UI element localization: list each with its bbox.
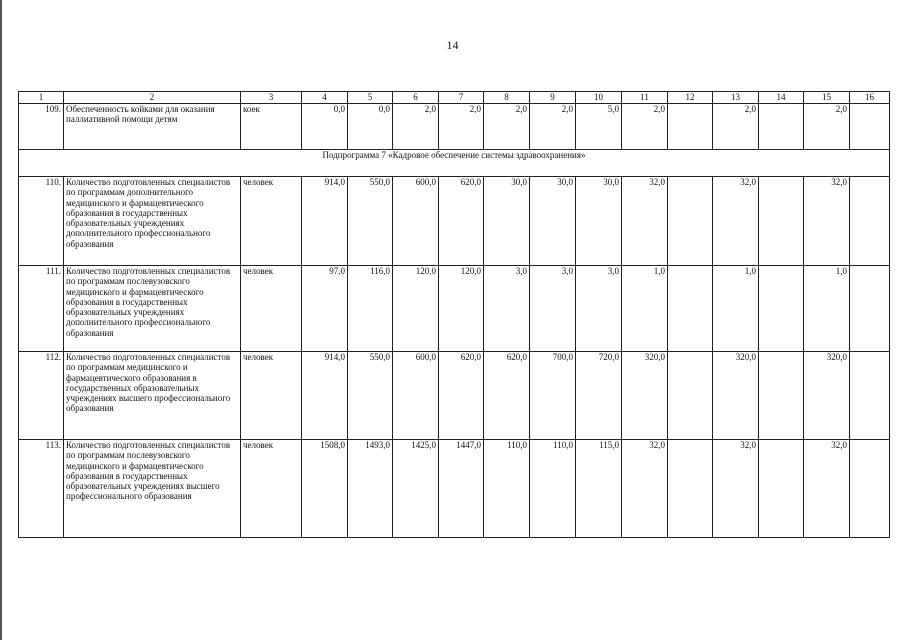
value-cell: 600,0 <box>393 352 439 440</box>
value-cell: 600,0 <box>393 177 439 266</box>
value-cell: 32,0 <box>804 440 850 538</box>
value-cell: 2,0 <box>804 104 850 150</box>
value-cell: 110,0 <box>530 440 576 538</box>
unit-cell: человек <box>241 352 302 440</box>
value-cell: 1,0 <box>622 266 668 352</box>
value-cell <box>759 266 804 352</box>
column-number-cell: 1 <box>19 92 64 104</box>
value-cell: 914,0 <box>302 352 348 440</box>
value-cell <box>850 177 890 266</box>
value-cell: 30,0 <box>576 177 622 266</box>
value-cell: 320,0 <box>804 352 850 440</box>
value-cell: 2,0 <box>713 104 759 150</box>
column-number-cell: 16 <box>850 92 890 104</box>
value-cell: 30,0 <box>530 177 576 266</box>
value-cell <box>668 177 713 266</box>
value-cell: 550,0 <box>348 352 393 440</box>
value-cell <box>759 177 804 266</box>
unit-cell: человек <box>241 440 302 538</box>
value-cell: 1,0 <box>804 266 850 352</box>
value-cell: 700,0 <box>530 352 576 440</box>
column-number-cell: 10 <box>576 92 622 104</box>
value-cell: 320,0 <box>622 352 668 440</box>
column-number-cell: 6 <box>393 92 439 104</box>
value-cell: 620,0 <box>439 352 484 440</box>
value-cell: 110,0 <box>484 440 530 538</box>
row-number: 112. <box>19 352 64 440</box>
value-cell: 0,0 <box>348 104 393 150</box>
value-cell: 116,0 <box>348 266 393 352</box>
column-number-cell: 12 <box>668 92 713 104</box>
value-cell <box>668 104 713 150</box>
value-cell: 2,0 <box>439 104 484 150</box>
unit-cell: коек <box>241 104 302 150</box>
value-cell <box>850 440 890 538</box>
column-number-cell: 14 <box>759 92 804 104</box>
row-number: 113. <box>19 440 64 538</box>
row-number: 110. <box>19 177 64 266</box>
column-number-cell: 13 <box>713 92 759 104</box>
row-number: 111. <box>19 266 64 352</box>
column-number-cell: 15 <box>804 92 850 104</box>
column-number-row <box>19 92 890 104</box>
value-cell: 1508,0 <box>302 440 348 538</box>
value-cell: 2,0 <box>484 104 530 150</box>
indicator-name: Количество подготовленных специалистов по программам послевузовского медицинского и фармацевтического образования в государственных образовательных учреждениях дополнительного профессионального образования <box>64 266 241 352</box>
value-cell: 1493,0 <box>348 440 393 538</box>
value-cell: 1,0 <box>713 266 759 352</box>
table-row <box>19 352 890 440</box>
value-cell <box>668 266 713 352</box>
value-cell: 720,0 <box>576 352 622 440</box>
value-cell: 5,0 <box>576 104 622 150</box>
value-cell: 32,0 <box>713 440 759 538</box>
value-cell: 550,0 <box>348 177 393 266</box>
table-row <box>19 440 890 538</box>
value-cell: 914,0 <box>302 177 348 266</box>
indicator-name: Количество подготовленных специалистов по программам дополнительного медицинского и фармацевтического образования в государственных образовательных учреждениях дополнительного профессионального образования <box>64 177 241 266</box>
value-cell: 97,0 <box>302 266 348 352</box>
indicator-name: Количество подготовленных специалистов по программам медицинского и фармацевтического образования в государственных образовательных учреждениях высшего профессионального образования <box>64 352 241 440</box>
column-number-cell: 2 <box>64 92 241 104</box>
column-number-cell: 11 <box>622 92 668 104</box>
value-cell: 3,0 <box>576 266 622 352</box>
value-cell: 3,0 <box>530 266 576 352</box>
table-row <box>19 177 890 266</box>
value-cell: 115,0 <box>576 440 622 538</box>
indicator-name: Обеспеченность койками для оказания паллиативной помощи детям <box>64 104 241 150</box>
value-cell <box>759 352 804 440</box>
value-cell: 0,0 <box>302 104 348 150</box>
value-cell: 32,0 <box>622 440 668 538</box>
value-cell: 32,0 <box>622 177 668 266</box>
value-cell <box>668 352 713 440</box>
value-cell <box>759 440 804 538</box>
subprogram-row <box>19 150 890 177</box>
value-cell: 1425,0 <box>393 440 439 538</box>
value-cell: 32,0 <box>804 177 850 266</box>
value-cell: 30,0 <box>484 177 530 266</box>
column-number-cell: 8 <box>484 92 530 104</box>
unit-cell: человек <box>241 266 302 352</box>
unit-cell: человек <box>241 177 302 266</box>
value-cell: 2,0 <box>622 104 668 150</box>
value-cell <box>759 104 804 150</box>
subprogram-title: Подпрограмма 7 «Кадровое обеспечение системы здравоохранения» <box>19 150 890 177</box>
table-row <box>19 104 890 150</box>
column-number-cell: 3 <box>241 92 302 104</box>
value-cell: 3,0 <box>484 266 530 352</box>
value-cell: 2,0 <box>393 104 439 150</box>
value-cell <box>850 352 890 440</box>
value-cell: 120,0 <box>393 266 439 352</box>
row-number: 109. <box>19 104 64 150</box>
column-number-cell: 9 <box>530 92 576 104</box>
value-cell: 2,0 <box>530 104 576 150</box>
indicators-table <box>18 91 890 538</box>
value-cell <box>850 266 890 352</box>
column-number-cell: 7 <box>439 92 484 104</box>
page-number: 14 <box>446 38 459 52</box>
value-cell: 32,0 <box>713 177 759 266</box>
column-number-cell: 4 <box>302 92 348 104</box>
value-cell: 620,0 <box>439 177 484 266</box>
scan-edge-line <box>0 0 2 640</box>
column-number-cell: 5 <box>348 92 393 104</box>
value-cell <box>668 440 713 538</box>
value-cell: 1447,0 <box>439 440 484 538</box>
value-cell <box>850 104 890 150</box>
value-cell: 120,0 <box>439 266 484 352</box>
value-cell: 320,0 <box>713 352 759 440</box>
indicator-name: Количество подготовленных специалистов по программам послевузовского медицинского и фармацевтического образования в государственных образовательных учреждениях высшего профессионального образования <box>64 440 241 538</box>
table-row <box>19 266 890 352</box>
value-cell: 620,0 <box>484 352 530 440</box>
